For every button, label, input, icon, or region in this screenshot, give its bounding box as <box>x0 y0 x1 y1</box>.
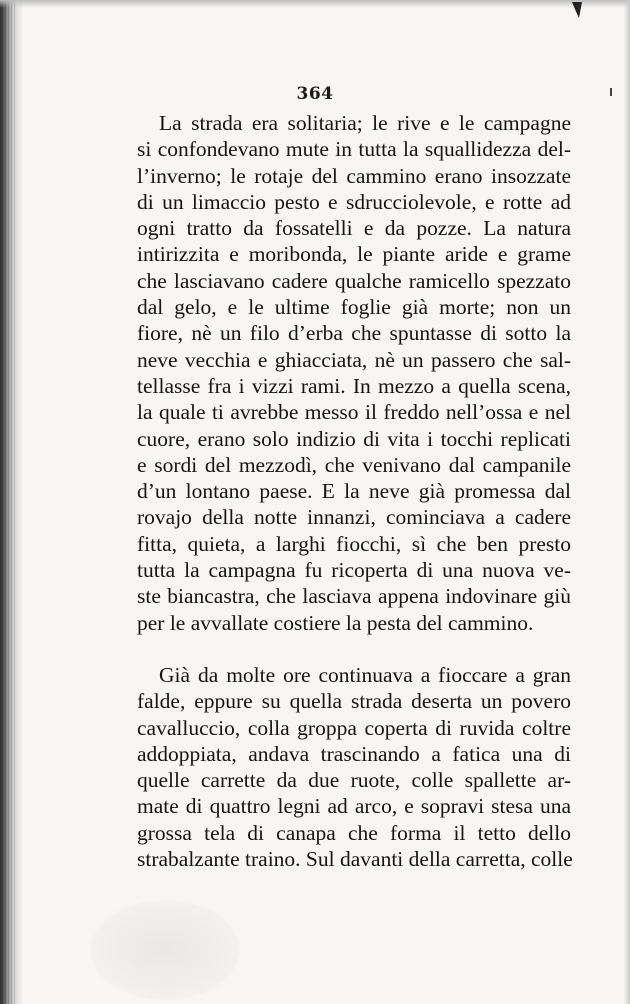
text-line: strabalzante traino. Sul davanti della carretta, colle <box>137 847 573 872</box>
text-line: che lasciavano cadere qualche ramicello spezzato <box>137 268 571 293</box>
text-line: dal gelo, e le ultime foglie già morte; non un <box>137 295 571 320</box>
text-line: l’inverno; le rotaje del cammino erano insozzate <box>137 163 571 188</box>
text-line: La strada era solitaria; le rive e le campagne <box>159 111 571 135</box>
paragraph-gap <box>137 636 571 662</box>
binding-texture <box>2 0 16 1004</box>
page-number: 364 <box>296 84 334 104</box>
body-text <box>137 110 571 872</box>
text-line: fiore, nè un filo d’erba che spuntasse di sotto la <box>137 321 571 346</box>
corner-ink-mark <box>572 2 582 18</box>
paragraph-1 <box>137 110 571 636</box>
text-line: addoppiata, andava trascinando a fatica una di <box>137 741 571 766</box>
text-line: fitta, quieta, a larghi fiocchi, sì che ben presto <box>137 531 571 556</box>
text-line: Già da molte ore continuava a fioccare a gran <box>159 662 571 687</box>
paragraph-2 <box>137 662 571 872</box>
page-right-edge <box>624 0 630 1004</box>
text-line: tutta la campagna fu ricoperta di una nuova ve- <box>137 558 571 583</box>
text-line: d’un lontano paese. E la neve già promessa dal <box>137 479 571 504</box>
text-line: ogni tratto da fossatelli e da pozze. La natura <box>137 216 571 241</box>
text-line: di un limaccio pesto e sdrucciolevole, e rotte ad <box>137 189 571 214</box>
text-line: grossa tela di canapa che forma il tetto dello <box>137 820 571 845</box>
text-line: si confondevano mute in tutta la squallidezza del- <box>137 137 571 162</box>
text-line: rovajo della notte innanzi, cominciava a cadere <box>137 505 571 530</box>
text-line: quelle carrette da due ruote, colle spallette ar- <box>137 768 571 793</box>
text-line: cuore, erano solo indizio di vita i tocchi replicati <box>137 426 571 451</box>
text-line: la quale ti avrebbe messo il freddo nell’ossa e nel <box>137 400 571 425</box>
text-line: cavalluccio, colla groppa coperta di ruvida coltre <box>137 715 571 740</box>
text-line: ste biancastra, che lasciava appena indovinare giù <box>137 584 571 609</box>
text-line: neve vecchia e ghiacciata, nè un passero che sal- <box>137 347 571 372</box>
text-line: intirizzita e moribonda, le piante aride e grame <box>137 242 571 267</box>
paper-smudge <box>90 900 240 1000</box>
text-line: mate di quattro legni ad arco, e sopravi stesa una <box>137 794 571 819</box>
text-line: e sordi del mezzodì, che venivano dal campanile <box>137 452 571 477</box>
text-line: tellasse fra i vizzi rami. In mezzo a quella scena, <box>137 373 571 398</box>
text-line: per le avvallate costiere la pesta del cammino. <box>137 610 534 635</box>
text-line: falde, eppure su quella strada deserta un povero <box>137 689 571 714</box>
page-top-edge <box>0 0 630 8</box>
